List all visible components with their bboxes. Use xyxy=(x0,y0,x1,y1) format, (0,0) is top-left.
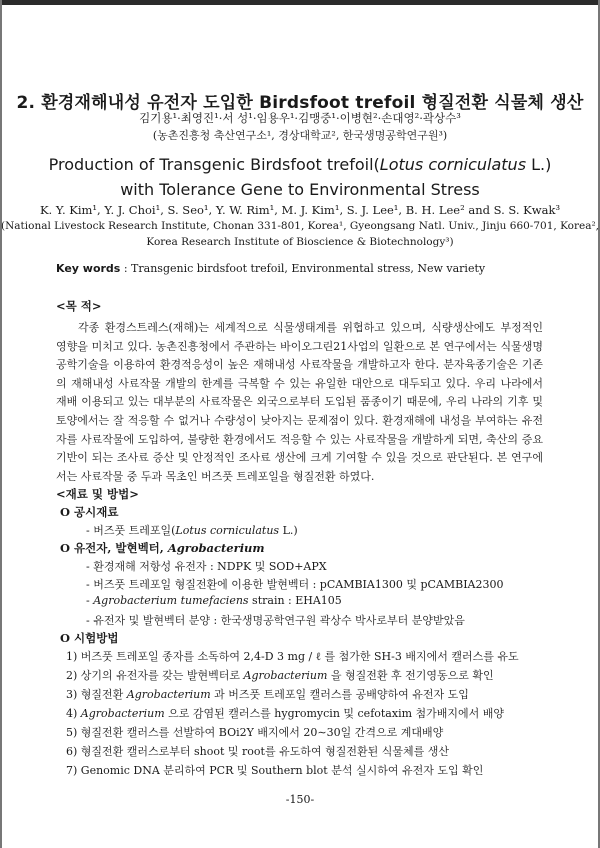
procedure-step-2-suffix: 을 형질전환 후 전기영동으로 확인 xyxy=(327,669,494,682)
sample-item-species: Lotus corniculatus xyxy=(175,524,280,537)
procedure-step-3-italic: Agrobacterium xyxy=(126,688,211,701)
genes-label xyxy=(60,540,265,556)
genes-item-3-italic: Agrobacterium tumefaciens xyxy=(93,594,249,607)
title-english-suffix: L.) xyxy=(526,155,552,174)
procedure-step-2 xyxy=(66,667,494,683)
procedure-step-6: 6) 형질전환 캘러스로부터 shoot 및 root를 유도하여 형질전환된 식물체를 생산 xyxy=(66,745,449,758)
procedure-step-4-prefix: 4) xyxy=(66,707,81,720)
genes-item-2: - 버즈풋 트레포일 형질전환에 이용한 발현벡터 : pCAMBIA1300 및 pCAMBIA2300 xyxy=(86,578,504,591)
sample-item xyxy=(86,522,298,538)
methods-heading: <재료 및 방법> xyxy=(56,487,139,501)
title-english-line2: with Tolerance Gene to Environmental Stress xyxy=(120,180,480,199)
title-english-species: Lotus corniculatus xyxy=(379,155,527,174)
affiliations-english-line1: (National Livestock Research Institute, Chonan 331-801, Korea¹, Gyeongsang Natl. Univ., Jinju 660-701, Korea², xyxy=(1,220,599,232)
procedure-step-2-italic: Agrobacterium xyxy=(243,669,328,682)
sample-label: O 공시재료 xyxy=(60,505,119,519)
scan-border-top xyxy=(0,0,600,5)
title-korean: 2. 환경재해내성 유전자 도입한 Birdsfoot trefoil 형질전환 식물체 생산 xyxy=(16,93,584,113)
genes-item-3 xyxy=(86,594,342,607)
authors-english: K. Y. Kim¹, Y. J. Choi¹, S. Seo¹, Y. W. Rim¹, M. J. Kim¹, S. J. Lee¹, B. H. Lee² and S. S. Kwak³ xyxy=(39,203,561,217)
genes-label-italic: Agrobacterium xyxy=(167,541,265,555)
sample-item-suffix: L.) xyxy=(279,524,298,537)
page-number: -150- xyxy=(285,793,315,806)
title-english-line1 xyxy=(0,155,600,174)
procedure-step-2-prefix: 2) 상기의 유전자를 갖는 발현벡터로 xyxy=(66,669,244,682)
purpose-text: 각종 환경스트레스(재해)는 세계적으로 식물생태계를 위협하고 있으며, 식량생산에도 부정적인 영향을 미치고 있다. 농촌진흥청에서 주관하는 바이오그린21사업의 일환으로 본 연구에서는 식물생명공학기술을 이용하여 환경적응성이 높은 재해내성 사료작물을 개발하고자 한다. 분자육종기술은 기존의 재해내성 사료작물 개발의 한계를 극복할 수 있는 유일한 대안으로 대두되고 있다. 우리 나라에서 재배 이용되고 있는 대부분의 사료작물은 외국으로부터 도입된 품종이기 때문에, 우리 나라의 기후 및 토양에서는 잘 적응할 수 없거나 수량성이 낮아지는 문제점이 있다. 환경재해에 내성을 부여하는 유전자를 사료작물에 도입하여, 불량한 환경에서도 적응할 수 있는 사료작물을 개발하게 되면, 축산의 증요 기반이 되는 조사료 증산 및 안정적인 조사료 생산에 크게 기여할 수 있을 것으로 판단된다. 본 연구에서는 사료작물 중 두과 목초인 버즈풋 트레포일을 형질전환 하였다. xyxy=(56,321,543,483)
procedure-label: O 시험방법 xyxy=(60,631,119,645)
sample-item-prefix: - 버즈풋 트레포일( xyxy=(86,524,176,537)
purpose-paragraph xyxy=(56,319,543,486)
genes-item-3-prefix: - xyxy=(86,594,94,607)
keywords-text: : Transgenic birdsfoot trefoil, Environmental stress, New variety xyxy=(120,262,486,275)
procedure-step-3-suffix: 과 버즈풋 트레포일 캘러스를 공배양하여 유전자 도입 xyxy=(210,688,469,701)
affiliations-korean: (농촌진흥청 축산연구소¹, 경상대학교², 한국생명공학연구원³) xyxy=(152,129,448,142)
genes-item-4: - 유전자 및 발현벡터 분양 : 한국생명공학연구원 곽상수 박사로부터 분양받았음 xyxy=(86,614,465,627)
procedure-step-4-suffix: 으로 감염된 캘러스를 hygromycin 및 cefotaxim 첨가배지에서 배양 xyxy=(164,707,505,720)
procedure-step-4-italic: Agrobacterium xyxy=(80,707,165,720)
procedure-step-7: 7) Genomic DNA 분리하여 PCR 및 Southern blot 분석 실시하여 유전자 도입 확인 xyxy=(66,764,484,777)
affiliations-english-line2: Korea Research Institute of Bioscience & Biotechnology³) xyxy=(146,236,454,248)
genes-label-prefix: O 유전자, 발현벡터, xyxy=(60,541,168,555)
purpose-heading: <목 적> xyxy=(56,299,102,313)
keywords-label: Key words xyxy=(56,262,121,275)
genes-item-3-suffix: strain : EHA105 xyxy=(248,594,342,607)
authors-korean: 김기용¹·최영진¹·서 성¹·임용우¹·김맹중¹·이병현²·손대영²·곽상수³ xyxy=(139,111,461,125)
procedure-step-5: 5) 형질전환 캘러스를 선발하여 BOi2Y 배지에서 20∼30일 간격으로 계대배양 xyxy=(66,726,444,739)
procedure-step-3-prefix: 3) 형질전환 xyxy=(66,688,127,701)
title-english-prefix: Production of Transgenic Birdsfoot trefoil( xyxy=(48,155,380,174)
procedure-step-1: 1) 버즈풋 트레포일 종자를 소독하여 2,4-D 3 mg / ℓ 를 첨가한 SH-3 배지에서 캘러스를 유도 xyxy=(66,650,519,663)
procedure-step-4 xyxy=(66,705,504,721)
genes-item-1: - 환경재해 저항성 유전자 : NDPK 및 SOD+APX xyxy=(86,560,327,573)
procedure-step-3 xyxy=(66,686,469,702)
keywords xyxy=(56,262,485,275)
